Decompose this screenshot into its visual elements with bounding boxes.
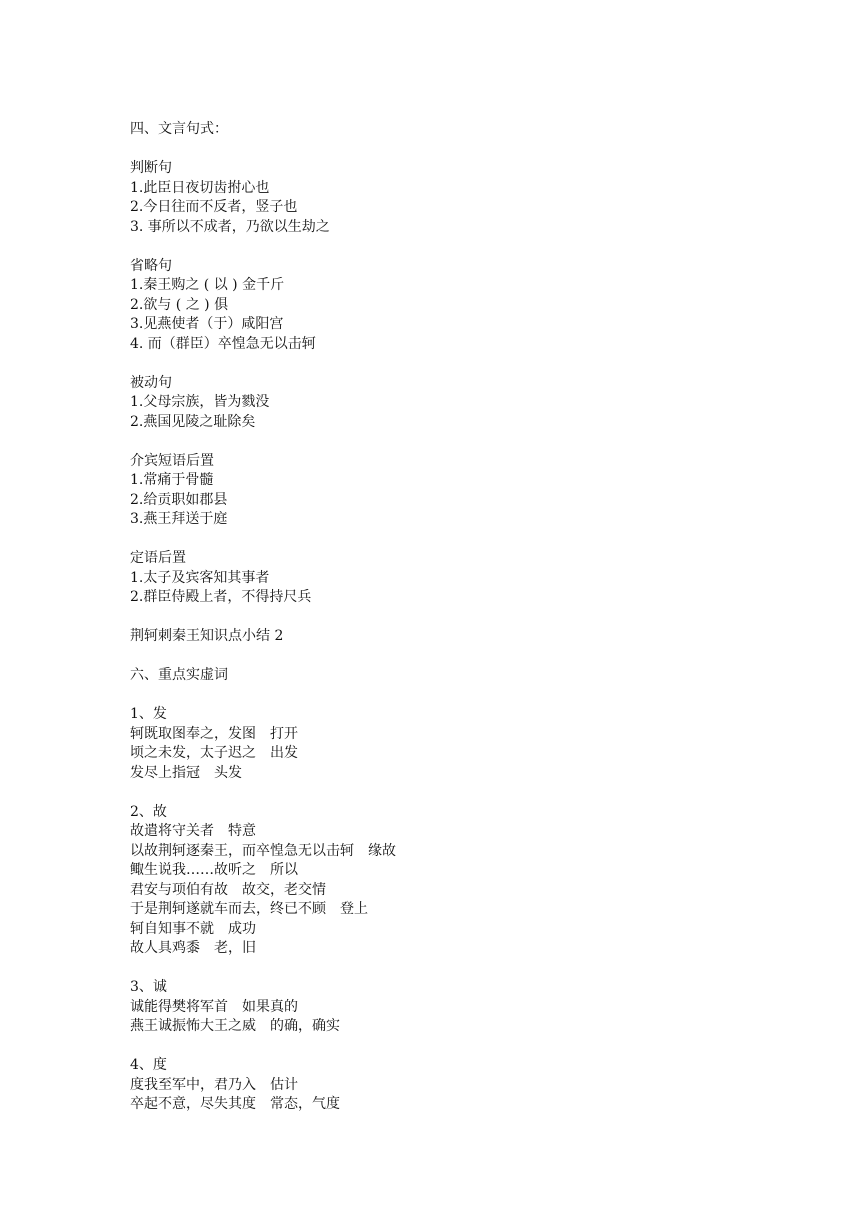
- section-word-cheng: [130, 978, 750, 1037]
- spacer: [130, 959, 750, 979]
- text-line: 2.给贡职如郡县: [130, 491, 228, 508]
- text-line: 2.群臣侍殿上者，不得持尺兵: [130, 589, 312, 605]
- text-line: 君安与项伯有故 故交，老交情: [130, 881, 326, 898]
- text-line: 1.父母宗族，皆为戮没: [130, 394, 270, 410]
- section-heading: 荆轲刺秦王知识点小结 2: [130, 628, 284, 644]
- spacer: [130, 140, 750, 160]
- section-heading: 3、诚: [130, 979, 167, 995]
- text-line: 4. 而（群臣）卒惶急无以击轲: [130, 335, 316, 352]
- spacer: [130, 1037, 750, 1057]
- section-heading: 2、故: [130, 803, 167, 820]
- text-line: 于是荆轲遂就车而去，终已不顾 登上: [130, 901, 368, 917]
- spacer: [130, 354, 750, 374]
- text-line: 轲既取图奉之，发图 打开: [130, 725, 298, 742]
- text-line: 1.此臣日夜切齿拊心也: [130, 179, 270, 196]
- section-heading: 省略句: [130, 257, 172, 274]
- text-line: 1.常痛于骨髓: [130, 472, 214, 488]
- section-key-words: [130, 666, 750, 686]
- section-heading: 1、发: [130, 706, 167, 722]
- section-summary-title: [130, 627, 750, 647]
- document-page: [130, 120, 750, 1115]
- section-word-du: [130, 1056, 750, 1115]
- text-line: 故遣将守关者 特意: [130, 823, 256, 839]
- text-line: 故人具鸡黍 老，旧: [130, 940, 256, 956]
- section-heading: 定语后置: [130, 550, 186, 566]
- text-line: 度我至军中，君乃入 估计: [130, 1076, 298, 1093]
- text-line: 1.太子及宾客知其事者: [130, 569, 270, 586]
- spacer: [130, 432, 750, 452]
- text-line: 3.燕王拜送于庭: [130, 511, 228, 527]
- text-line: 2.欲与 ( 之 ) 俱: [130, 296, 229, 313]
- text-line: 顷之未发，太子迟之 出发: [130, 745, 298, 761]
- text-line: 卒起不意，尽失其度 常态，气度: [130, 1096, 340, 1112]
- section-passive-sentences: [130, 374, 750, 433]
- section-omission-sentences: [130, 257, 750, 355]
- section-word-gu: [130, 803, 750, 959]
- text-line: 轲自知事不就 成功: [130, 920, 256, 937]
- section-sentence-patterns: [130, 120, 750, 140]
- text-line: 3. 事所以不成者，乃欲以生劫之: [130, 218, 330, 235]
- spacer: [130, 647, 750, 667]
- spacer: [130, 686, 750, 706]
- text-line: 2.燕国见陵之耻除矣: [130, 413, 256, 430]
- text-line: 3.见燕使者（于）咸阳宫: [130, 316, 284, 332]
- section-postpositive-attributive: [130, 549, 750, 608]
- spacer: [130, 237, 750, 257]
- section-judgment-sentences: [130, 159, 750, 237]
- text-line: 发尽上指冠 头发: [130, 764, 242, 781]
- section-heading: 判断句: [130, 160, 172, 176]
- spacer: [130, 783, 750, 803]
- section-heading: 四、文言句式：: [130, 121, 228, 137]
- spacer: [130, 530, 750, 550]
- section-postpositive-prepositional: [130, 452, 750, 530]
- spacer: [130, 608, 750, 628]
- text-line: 鲰生说我……故听之 所以: [130, 862, 298, 878]
- text-line: 以故荆轲逐秦王，而卒惶急无以击轲 缘故: [130, 842, 396, 859]
- text-line: 诚能得樊将军首 如果真的: [130, 998, 298, 1015]
- text-line: 1.秦王购之 ( 以 ) 金千斤: [130, 277, 285, 293]
- section-heading: 4、度: [130, 1057, 167, 1073]
- section-word-fa: [130, 705, 750, 783]
- text-line: 2.今日往而不反者，竖子也: [130, 199, 298, 215]
- section-heading: 被动句: [130, 374, 172, 391]
- section-heading: 六、重点实虚词: [130, 667, 228, 683]
- text-line: 燕王诚振怖大王之威 的确，确实: [130, 1018, 340, 1034]
- section-heading: 介宾短语后置: [130, 452, 214, 469]
